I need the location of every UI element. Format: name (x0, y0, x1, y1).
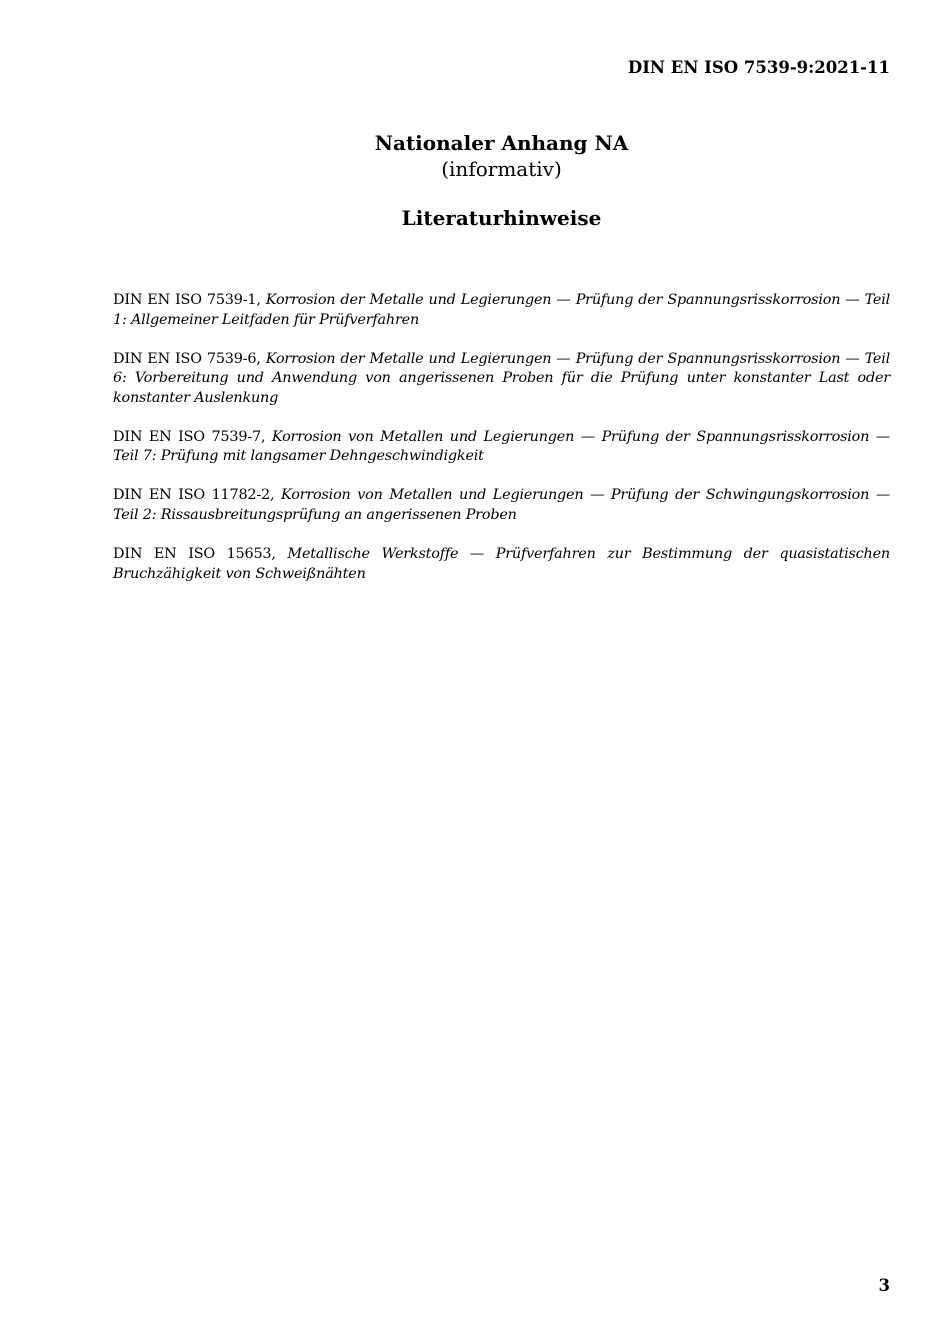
reference-designation: DIN EN ISO 15653 (113, 545, 272, 562)
reference-title: Korrosion von Metallen und Legierungen — Prüfung der Schwingungskorrosion — Teil 2: Rissausbreitungsprüfung an angerissenen Proben (113, 487, 891, 523)
reference-item (113, 350, 890, 409)
reference-separator: , (256, 350, 266, 367)
annex-title: Nationaler Anhang NA (374, 131, 629, 155)
annex-type: (informativ) (441, 157, 562, 181)
reference-item (113, 545, 890, 584)
section-title: Literaturhinweise (401, 206, 602, 230)
reference-item (113, 428, 890, 467)
page-number: 3 (878, 1276, 890, 1295)
reference-separator: , (270, 487, 282, 504)
reference-designation: DIN EN ISO 11782-2 (113, 487, 270, 504)
reference-designation: DIN EN ISO 7539-6 (113, 350, 257, 367)
document-id: DIN EN ISO 7539-9:2021-11 (627, 58, 890, 77)
reference-designation: DIN EN ISO 7539-7 (113, 428, 261, 445)
reference-separator: , (256, 292, 266, 308)
reference-title: Korrosion von Metallen und Legierungen — Prüfung der Spannungsrisskorrosion — Teil 7: Prüfung mit langsamer Dehngeschwindigkeit (113, 428, 891, 465)
reference-item (113, 291, 890, 330)
annex-heading (0, 130, 950, 182)
reference-title: Korrosion der Metalle und Legierungen — Prüfung der Spannungsrisskorrosion — Teil 1: Allgemeiner Leitfaden für Prüfverfahren (113, 292, 891, 328)
reference-separator: , (260, 428, 272, 445)
reference-item (113, 486, 890, 525)
reference-list (113, 291, 890, 603)
reference-title: Korrosion der Metalle und Legierungen — Prüfung der Spannungsrisskorrosion — Teil 6: Vorbereitung und Anwendung von angerissenen Proben für die Prüfung unter konstanter Last oder konstanter Auslenkung (113, 350, 891, 406)
reference-designation: DIN EN ISO 7539-1 (113, 292, 257, 308)
reference-title: Metallische Werkstoffe — Prüfverfahren zur Bestimmung der quasistatischen Bruchzähigkeit von Schweißnähten (113, 545, 890, 582)
reference-separator: , (271, 545, 288, 562)
